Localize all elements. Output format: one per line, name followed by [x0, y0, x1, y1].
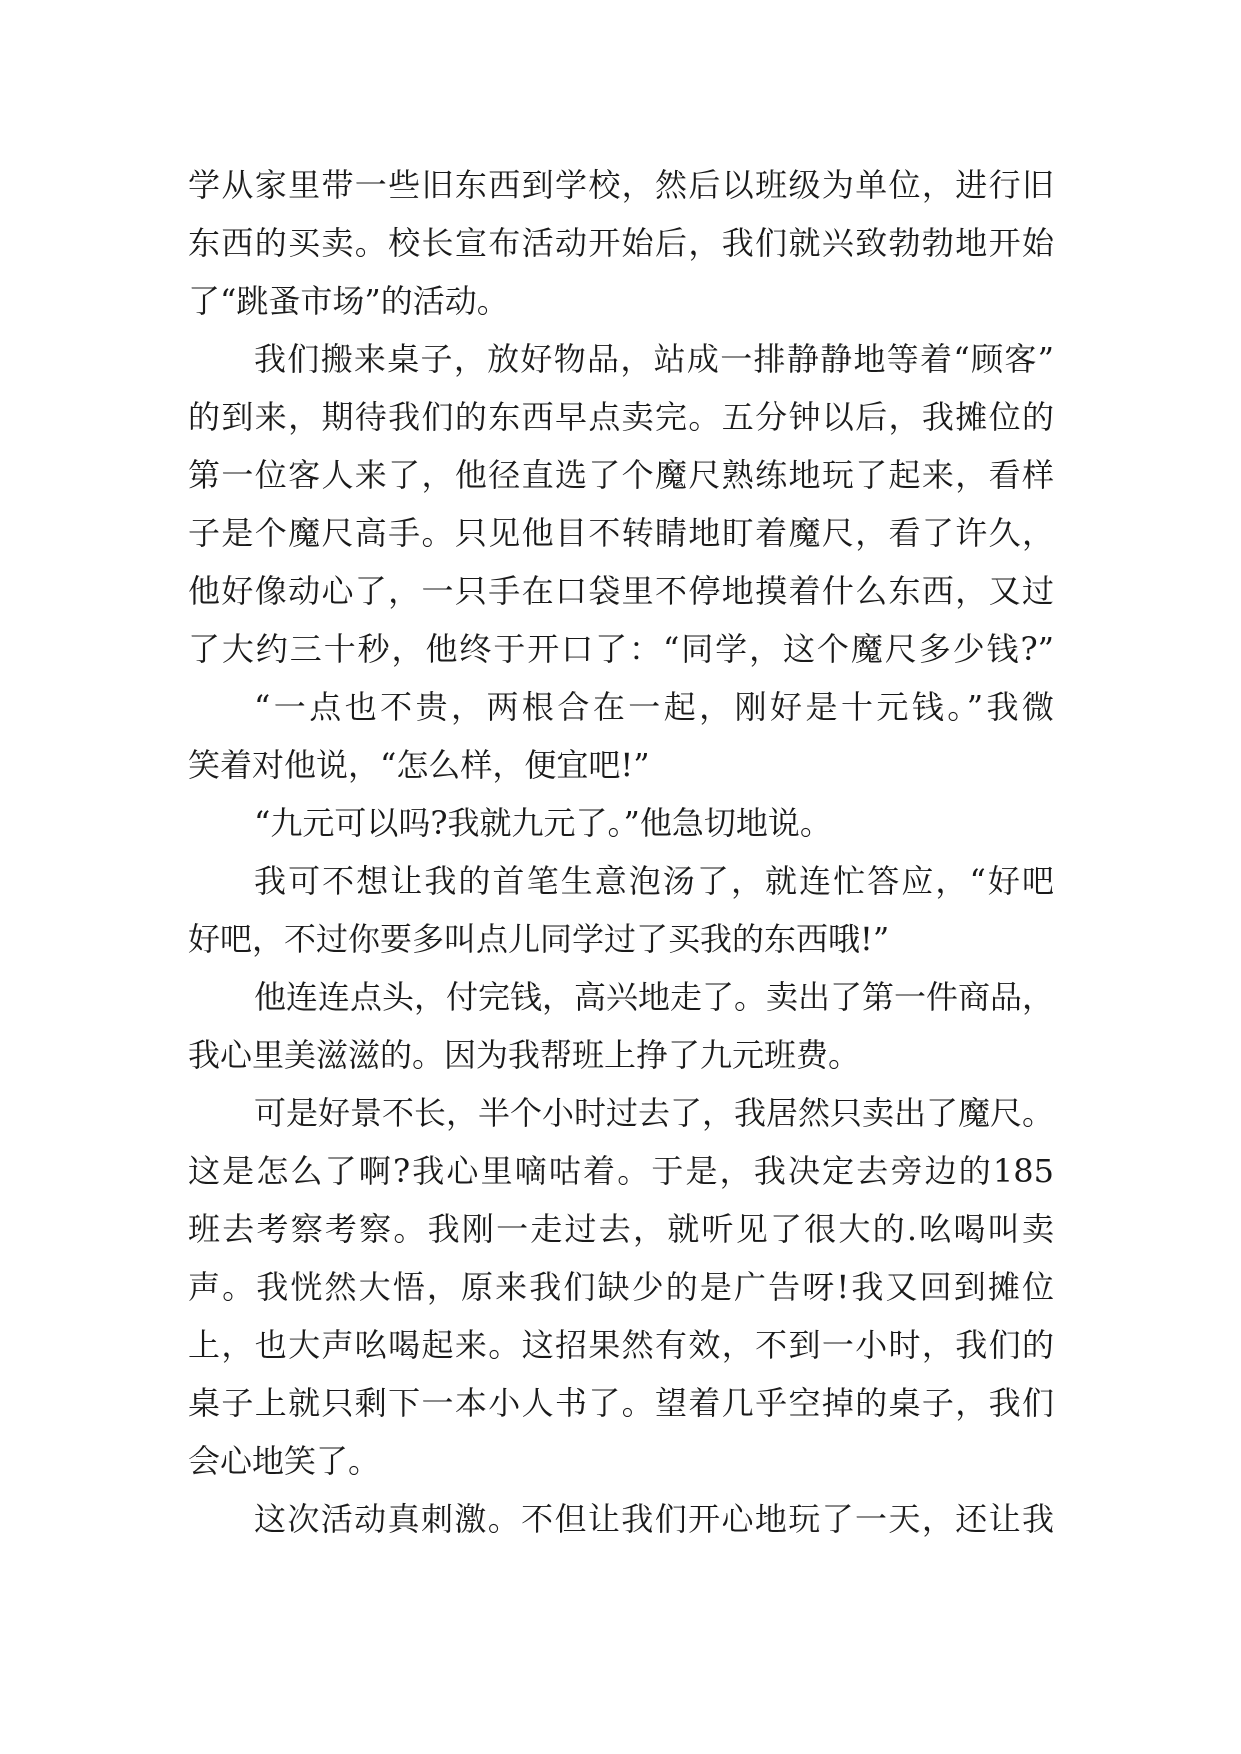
text-line: 他好像动心了，一只手在口袋里不停地摸着什么东西，又过 [188, 572, 1054, 610]
text-line: 了大约三十秒，他终于开口了：“同学，这个魔尺多少钱?” [188, 630, 1054, 668]
text-line: 好吧，不过你要多叫点儿同学过了买我的东西哦!” [188, 920, 890, 958]
paragraph-first-line: “一点也不贵，两根合在一起，刚好是十元钱。”我微 [254, 688, 1054, 726]
text-line: 子是个魔尺高手。只见他目不转睛地盯着魔尺，看了许久， [188, 514, 1054, 552]
text-line: 上，也大声吆喝起来。这招果然有效，不到一小时，我们的 [188, 1326, 1054, 1364]
text-line: 班去考察考察。我刚一走过去，就听见了很大的.吆喝叫卖 [188, 1210, 1054, 1248]
text-line: 会心地笑了。 [188, 1442, 381, 1480]
text-line: 了“跳蚤市场”的活动。 [188, 282, 509, 320]
text-line: 学从家里带一些旧东西到学校，然后以班级为单位，进行旧 [188, 166, 1054, 204]
text-line: 这是怎么了啊?我心里嘀咕着。于是，我决定去旁边的185 [188, 1152, 1054, 1190]
paragraph-first-line: 他连连点头，付完钱，高兴地走了。卖出了第一件商品， [254, 978, 1055, 1016]
text-line: 笑着对他说，“怎么样，便宜吧!” [188, 746, 650, 784]
paragraph-first-line: 我们搬来桌子，放好物品，站成一排静静地等着“顾客” [254, 340, 1054, 378]
text-line: 声。我恍然大悟，原来我们缺少的是广告呀!我又回到摊位 [188, 1268, 1054, 1306]
paragraph-first-line: 我可不想让我的首笔生意泡汤了，就连忙答应，“好吧 [254, 862, 1054, 900]
paragraph-first-line: “九元可以吗?我就九元了。”他急切地说。 [254, 804, 832, 842]
essay-body [188, 156, 1054, 1548]
paragraph-first-line: 可是好景不长，半个小时过去了，我居然只卖出了魔尺。 [254, 1094, 1055, 1132]
text-line: 的到来，期待我们的东西早点卖完。五分钟以后，我摊位的 [188, 398, 1054, 436]
text-line: 东西的买卖。校长宣布活动开始后，我们就兴致勃勃地开始 [188, 224, 1054, 262]
text-line: 桌子上就只剩下一本小人书了。望着几乎空掉的桌子，我们 [188, 1384, 1054, 1422]
text-line: 第一位客人来了，他径直选了个魔尺熟练地玩了起来，看样 [188, 456, 1054, 494]
paragraph-first-line: 这次活动真刺激。不但让我们开心地玩了一天，还让我 [254, 1500, 1054, 1538]
text-line: 我心里美滋滋的。因为我帮班上挣了九元班费。 [188, 1036, 861, 1074]
